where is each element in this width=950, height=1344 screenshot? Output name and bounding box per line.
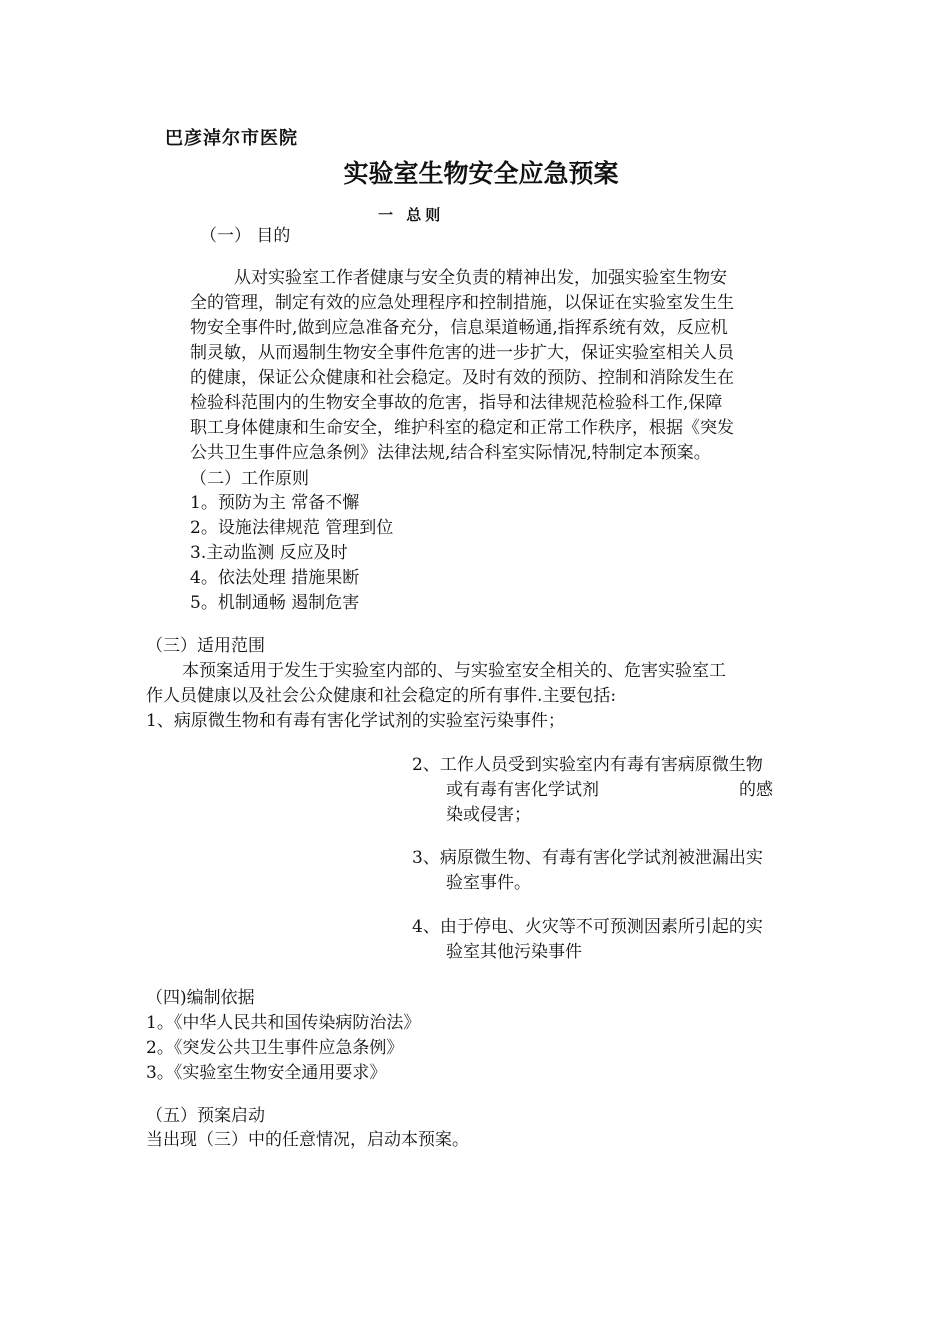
scope-item-2-text: 的感 [739, 780, 773, 800]
scope-item-2-text: 或有毒有害化学试剂 [446, 780, 599, 800]
scope-item-2-line-3: 染或侵害； [446, 805, 531, 825]
scope-item-4-line-2: 验室其他污染事件 [446, 942, 582, 962]
principle-item: 5。机制通畅 遏制危害 [190, 593, 360, 613]
section-5-text: 当出现（三）中的任意情况，启动本预案。 [146, 1130, 469, 1150]
paragraph-line: 制灵敏，从而遏制生物安全事件危害的进一步扩大，保证实验室相关人员 [190, 343, 734, 363]
paragraph-line: 全的管理，制定有效的应急处理程序和控制措施，以保证在实验室发生生 [190, 293, 734, 313]
scope-item-3-line-2: 验室事件。 [446, 873, 531, 893]
paragraph-line: 作人员健康以及社会公众健康和社会稳定的所有事件.主要包括: [146, 686, 617, 706]
scope-item-2-line-1: 2、工作人员受到实验室内有毒有害病原微生物 [412, 755, 763, 775]
section-1-heading: （一） 目的 [200, 226, 291, 246]
chapter-heading: 一 总则 [378, 206, 445, 224]
section-1-paragraph [190, 266, 806, 466]
paragraph-line: 检验科范围内的生物安全事故的危害，指导和法律规范检验科工作,保障 [190, 393, 723, 413]
section-3-heading: （三）适用范围 [146, 636, 265, 656]
section-2-heading: （二）工作原则 [190, 469, 309, 489]
paragraph-line: 公共卫生事件应急条例》法律法规,结合科室实际情况,特制定本预案。 [190, 443, 711, 463]
principle-item: 3.主动监测 反应及时 [190, 543, 348, 563]
hospital-name: 巴彦淖尔市医院 [165, 128, 298, 149]
paragraph-line: 的健康，保证公众健康和社会稳定。及时有效的预防、控制和消除发生在 [190, 368, 734, 388]
scope-item-4-line-1: 4、由于停电、火灾等不可预测因素所引起的实 [412, 917, 763, 937]
principle-item: 1。预防为主 常备不懈 [190, 493, 360, 513]
basis-item: 2。《突发公共卫生事件应急条例》 [146, 1038, 404, 1058]
principle-item: 2。设施法律规范 管理到位 [190, 518, 394, 538]
basis-item: 1。《中华人民共和国传染病防治法》 [146, 1013, 421, 1033]
paragraph-line: 从对实验室工作者健康与安全负责的精神出发，加强实验室生物安 [234, 268, 727, 288]
section-5-heading: （五）预案启动 [146, 1106, 265, 1126]
scope-item-1: 1、病原微生物和有毒有害化学试剂的实验室污染事件； [146, 711, 565, 731]
document-title: 实验室生物安全应急预案 [343, 159, 619, 188]
basis-item: 3。《实验室生物安全通用要求》 [146, 1063, 387, 1083]
paragraph-line: 职工身体健康和生命安全，维护科室的稳定和正常工作秩序，根据《突发 [190, 418, 734, 438]
scope-item-3-line-1: 3、病原微生物、有毒有害化学试剂被泄漏出实 [412, 848, 763, 868]
principle-item: 4。依法处理 措施果断 [190, 568, 360, 588]
section-4-heading: （四)编制依据 [146, 988, 255, 1008]
paragraph-line: 物安全事件时,做到应急准备充分，信息渠道畅通,指挥系统有效，反应机 [190, 318, 728, 338]
paragraph-line: 本预案适用于发生于实验室内部的、与实验室安全相关的、危害实验室工 [182, 661, 726, 681]
section-3-intro [146, 659, 806, 709]
scope-item-2-line-2 [446, 778, 773, 803]
